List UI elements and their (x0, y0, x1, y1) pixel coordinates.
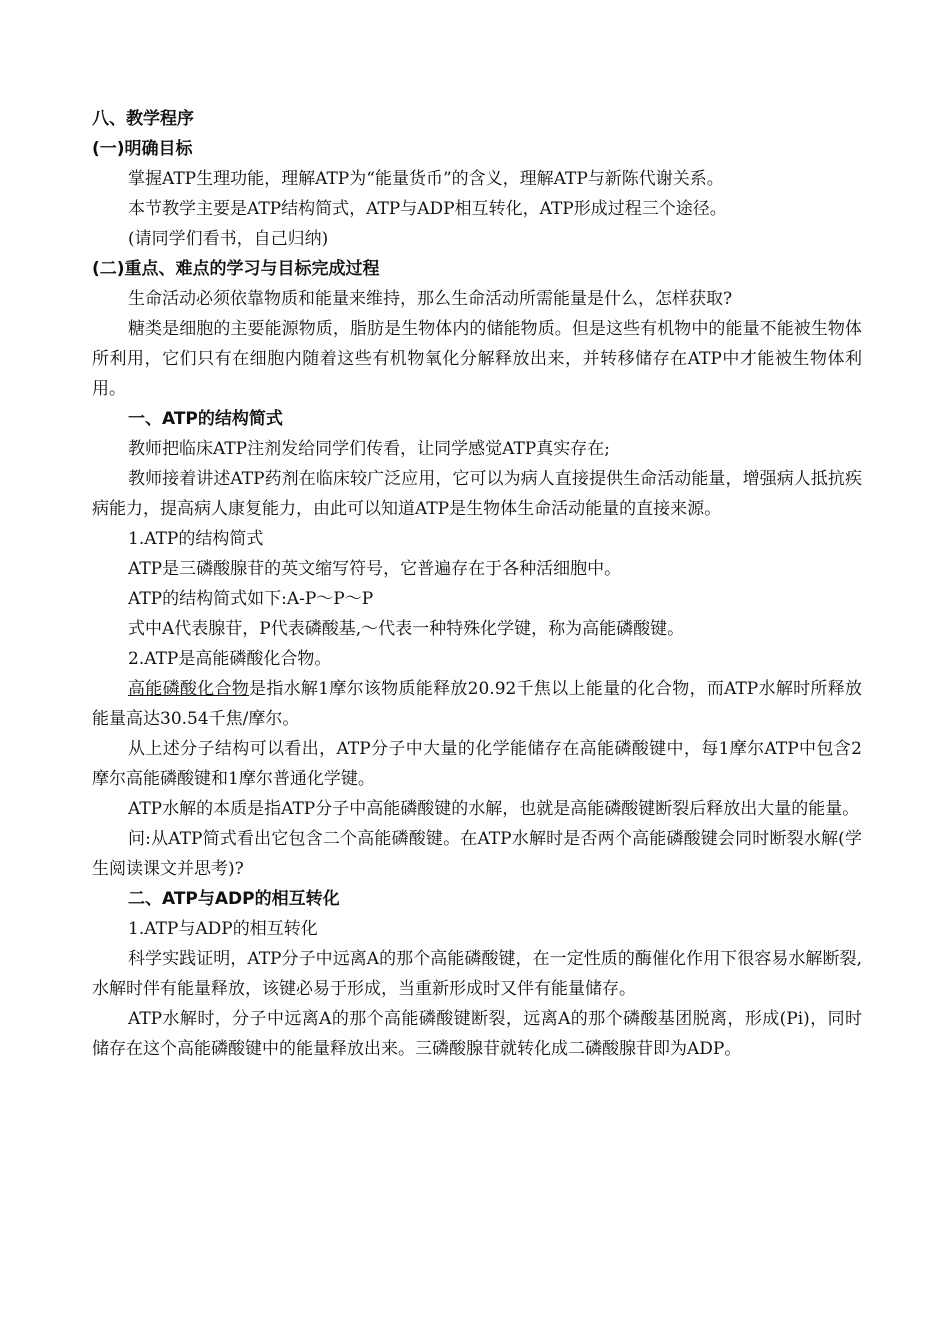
paragraph: ATP的结构简式如下:A-P～P～P (128, 589, 374, 609)
subheading: 1.ATP与ADP的相互转化 (128, 919, 318, 939)
document-page (92, 104, 862, 1064)
part1-heading: 一、ATP的结构简式 (128, 409, 283, 429)
paragraph: 从上述分子结构可以看出，ATP分子中大量的化学能储存在高能磷酸键中，每1摩尔ATP中包含2摩尔高能磷酸键和1摩尔普通化学键。 (92, 739, 862, 789)
paragraph: ATP是三磷酸腺苷的英文缩写符号，它普遍存在于各种活细胞中。 (128, 559, 622, 579)
paragraph (92, 674, 862, 734)
subheading: 1.ATP的结构简式 (128, 529, 264, 549)
paragraph: 生命活动必须依靠物质和能量来维持，那么生命活动所需能量是什么，怎样获取? (128, 289, 733, 309)
paragraph: 糖类是细胞的主要能源物质，脂肪是生物体内的储能物质。但是这些有机物中的能量不能被生物体所利用，它们只有在细胞内随着这些有机物氧化分解释放出来，并转移储存在ATP中才能被生物体利用。 (92, 319, 862, 399)
paragraph: 教师把临床ATP注剂发给同学们传看，让同学感觉ATP真实存在; (128, 439, 610, 459)
paragraph: 教师接着讲述ATP药剂在临床较广泛应用，它可以为病人直接提供生命活动能量，增强病人抵抗疾病能力，提高病人康复能力，由此可以知道ATP是生物体生命活动能量的直接来源。 (92, 469, 862, 519)
paragraph: 本节教学主要是ATP结构简式，ATP与ADP相互转化，ATP形成过程三个途径。 (128, 199, 727, 219)
section2-heading: (二)重点、难点的学习与目标完成过程 (92, 259, 380, 279)
paragraph-text: 是指水解1摩尔该物质能释放20.92千焦以上能量的化合物，而ATP水解时所释放能量高达30.54千焦/摩尔。 (92, 679, 862, 729)
section1-heading: (一)明确目标 (92, 139, 193, 159)
paragraph: 科学实践证明，ATP分子中远离A的那个高能磷酸键，在一定性质的酶催化作用下很容易水解断裂,水解时伴有能量释放，该键必易于形成，当重新形成时又伴有能量储存。 (92, 949, 862, 999)
paragraph: 式中A代表腺苷，P代表磷酸基,～代表一种特殊化学键，称为高能磷酸键。 (128, 619, 685, 639)
subheading: 2.ATP是高能磷酸化合物。 (128, 649, 332, 669)
section-heading-main: 八、教学程序 (92, 109, 194, 129)
paragraph: 问:从ATP简式看出它包含二个高能磷酸键。在ATP水解时是否两个高能磷酸键会同时断裂水解(学生阅读课文并思考)? (92, 829, 862, 879)
part2-heading: 二、ATP与ADP的相互转化 (128, 889, 340, 909)
paragraph: ATP水解时，分子中远离A的那个高能磷酸键断裂，远离A的那个磷酸基团脱离，形成(Pi)，同时储存在这个高能磷酸键中的能量释放出来。三磷酸腺苷就转化成二磷酸腺苷即为ADP。 (92, 1009, 862, 1059)
underlined-term: 高能磷酸化合物 (128, 679, 250, 699)
paragraph: ATP水解的本质是指ATP分子中高能磷酸键的水解，也就是高能磷酸键断裂后释放出大量的能量。 (128, 799, 860, 819)
paragraph: 掌握ATP生理功能，理解ATP为“能量货币”的含义，理解ATP与新陈代谢关系。 (128, 169, 724, 189)
paragraph: (请同学们看书，自己归纳) (128, 229, 329, 249)
